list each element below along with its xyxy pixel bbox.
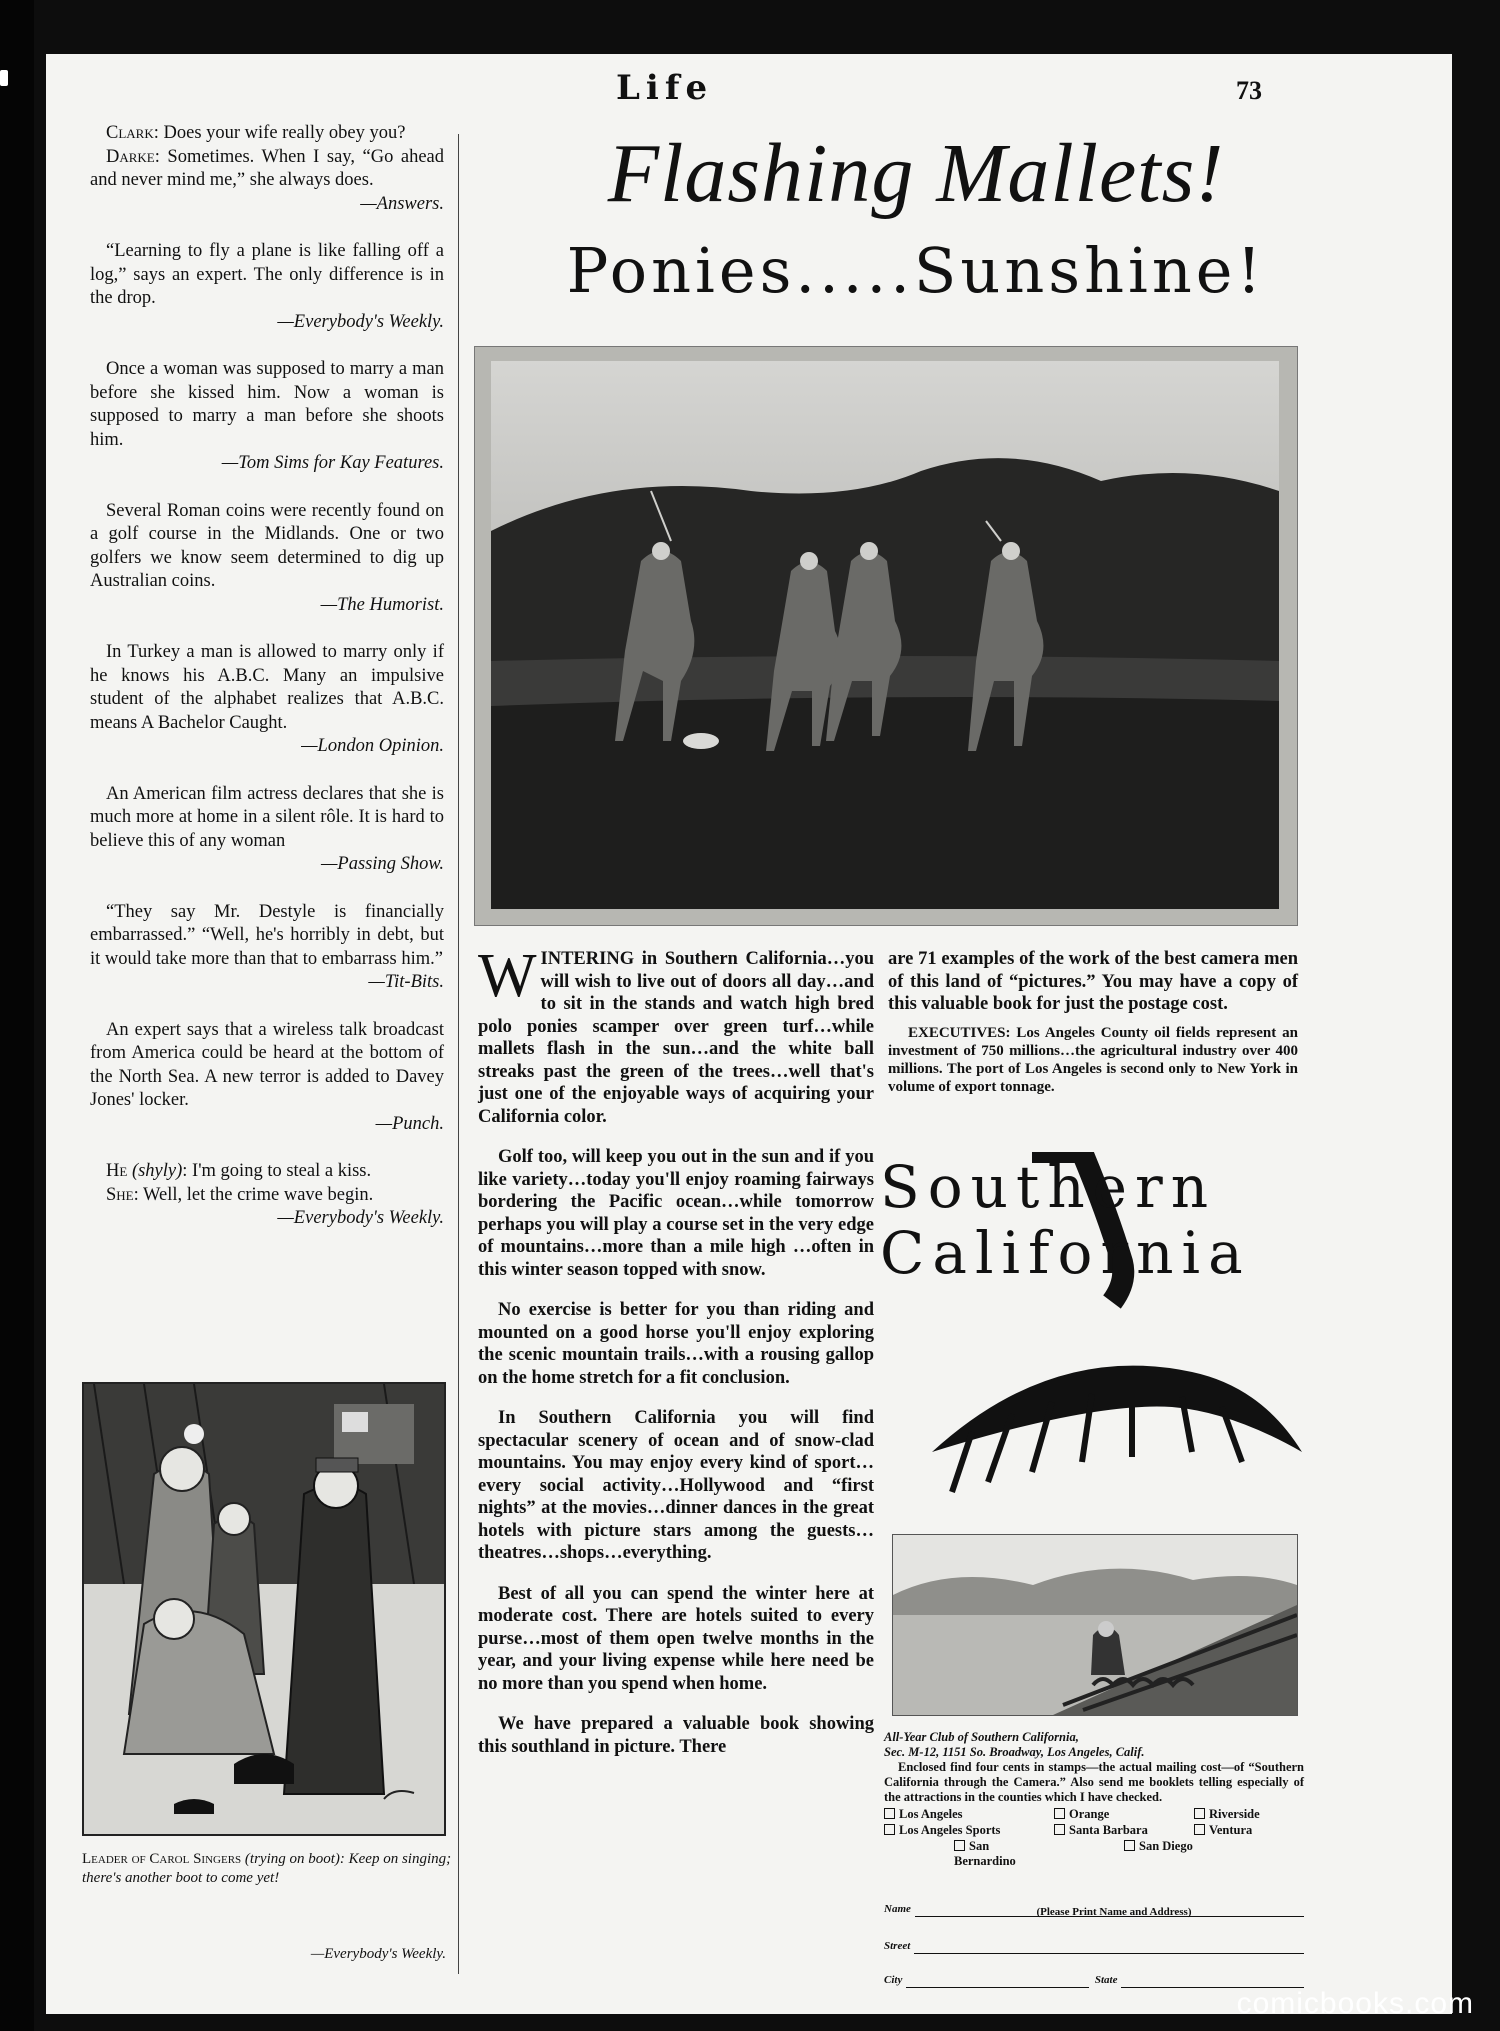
checkbox-icon[interactable]	[1194, 1808, 1205, 1819]
ad-paragraph: In Southern California you will find spectacular scenery of ocean and of snow-clad mountains. You may enjoy every kind of sport…every social activity…Hollywood and “first nights” at the movies…dinner dances in the great hotels with picture stars among the guests…theatres…shops…everything.	[478, 1408, 874, 1563]
dialogue-line	[90, 1184, 444, 1208]
scan-edge	[0, 0, 34, 2031]
checkbox-icon[interactable]	[1194, 1824, 1205, 1835]
joke-item	[90, 240, 444, 334]
stage-direction: (shyly)	[131, 1161, 183, 1181]
joke-item	[90, 1160, 444, 1231]
cartoon-caption	[82, 1850, 452, 1888]
checkbox-option[interactable]	[884, 1839, 1054, 1869]
street-line[interactable]	[914, 1941, 1304, 1954]
joke-source: —Everybody's Weekly.	[277, 1208, 444, 1228]
checkbox-option[interactable]	[1194, 1807, 1304, 1822]
checkbox-label: San Bernardino	[954, 1839, 1016, 1868]
dialogue-line	[90, 1160, 444, 1184]
name-label: Name	[884, 1903, 911, 1915]
dialogue-text: : Sometimes. When I say, “Go ahead and never mind me,” she always does.	[90, 146, 444, 190]
drop-cap: W	[478, 942, 537, 1010]
joke-item	[90, 122, 444, 216]
ad-paragraph: No exercise is better for you than riding and mounted on a good horse you'll enjoy exploring the scenic mountain trails…with a rousing gallop on the home stretch for a fit conclusion.	[478, 1300, 874, 1388]
checkbox-icon[interactable]	[954, 1840, 965, 1851]
mail-in-coupon	[884, 1730, 1304, 1988]
checkbox-label: San Diego	[1139, 1839, 1193, 1853]
ad-paragraph	[478, 942, 874, 1128]
print-hint: (Please Print Name and Address)	[1036, 1906, 1192, 1918]
joke-source: —Passing Show.	[320, 854, 444, 874]
ad-paragraph-text: INTERING in Southern California…you will wish to live out of doors all day…and to sit in the stands and watch high bred polo ponies scamper over green turf…while mallets flash in the sun…and the white ball streaks past the green of the trees…well that's just one of the enjoyable ways of acquiring your California color.	[478, 949, 874, 1127]
checkbox-icon[interactable]	[1054, 1808, 1065, 1819]
caption-lead: Leader of Carol Singers	[82, 1851, 242, 1867]
jokes-column	[90, 122, 444, 1255]
joke-text: “They say Mr. Destyle is financially embarrassed.” “Well, he's horribly in debt, but it would take more than that to embarrass him.”	[90, 901, 444, 969]
checkbox-icon[interactable]	[1054, 1824, 1065, 1835]
city-label: City	[884, 1974, 903, 1986]
joke-text: “Learning to fly a plane is like falling off a log,” says an expert. The only difference is in the drop.	[90, 241, 444, 308]
joke-source: —The Humorist.	[320, 594, 444, 615]
carol-singers-cartoon	[82, 1382, 446, 1836]
southern-california-logo	[880, 1154, 1330, 1286]
cartoon-source: —Everybody's Weekly.	[310, 1946, 446, 1962]
joke-text: In Turkey a man is allowed to marry only if he knows his A.B.C. Many an impulsive student of the alphabet realizes that A.B.C. means A Bachelor Caught.	[90, 642, 444, 733]
coupon-body: Enclosed find four cents in stamps—the actual mailing cost—of “Southern California through the Camera.” Also send me booklets telling especially of the attractions in the counties which I have checked.	[884, 1760, 1304, 1804]
executives-note: EXECUTIVES: Los Angeles County oil fields represent an investment of 750 millions…the agricultural industry over 400 millions. The port of Los Angeles is second only to New York in volume of export tonnage.	[888, 1024, 1298, 1095]
caption-text: (trying on boot): Keep on singing; there's another boot to come yet!	[82, 1851, 452, 1886]
magazine-title: Life	[616, 68, 714, 108]
ad-paragraph: We have prepared a valuable book showing this southland in picture. There	[478, 1714, 874, 1757]
street-label: Street	[884, 1940, 911, 1952]
checkbox-label: Ventura	[1209, 1823, 1253, 1837]
checkbox-option[interactable]	[1054, 1839, 1194, 1869]
checkbox-icon[interactable]	[884, 1824, 895, 1835]
checkbox-option[interactable]	[884, 1807, 1054, 1822]
city-state-field[interactable]	[884, 1954, 1304, 1988]
joke-text: Several Roman coins were recently found on a golf course in the Midlands. One or two golfers we know seem determined to dig up Australian coins.	[90, 500, 444, 591]
speaker-name: Clark	[106, 123, 154, 143]
binding-mark	[0, 70, 8, 86]
magazine-page	[46, 54, 1452, 2014]
joke-item	[90, 1019, 444, 1137]
speaker-name: She	[106, 1184, 134, 1205]
logo-line-1: Southern	[880, 1153, 1217, 1221]
joke-source: —Everybody's Weekly.	[277, 311, 444, 332]
county-checklist	[884, 1807, 1304, 1869]
speaker-name: He	[106, 1161, 128, 1181]
coupon-address: Sec. M-12, 1151 So. Broadway, Los Angeles, Calif.	[884, 1745, 1145, 1759]
ad-paragraph: Best of all you can spend the winter here at moderate cost. There are hotels suited to every purse…most of them open twelve months in the year, and your living expense while here need be no more than you spend when home.	[478, 1583, 874, 1694]
address-fields	[884, 1883, 1304, 1988]
joke-text: Once a woman was supposed to marry a man before she kissed him. Now a woman is supposed to marry a man before she shoots him.	[90, 359, 444, 450]
city-line[interactable]	[906, 1975, 1089, 1988]
state-label: State	[1094, 1974, 1118, 1986]
ad-headline: Flashing Mallets!	[607, 127, 1225, 220]
joke-text: An American film actress declares that she is much more at home in a silent rôle. It is hard to believe this of any woman	[90, 783, 444, 851]
checkbox-label: Los Angeles	[899, 1807, 963, 1821]
checkbox-label: Orange	[1069, 1807, 1110, 1821]
dialogue-text: : Does your wife really obey you?	[153, 123, 406, 143]
joke-item	[90, 783, 444, 877]
column-rule	[458, 134, 459, 1974]
checkbox-option[interactable]	[1194, 1823, 1304, 1838]
joke-item	[90, 358, 444, 476]
ad-paragraph: Golf too, will keep you out in the sun and if you like variety…today you'll enjoy roaming fairways bordering the Pacific ocean…while tomorrow perhaps you will play a course set in the very edge of mountains…more than a mile high …often in this winter season topped with snow.	[478, 1147, 874, 1280]
joke-item	[90, 901, 444, 995]
checkbox-label: Riverside	[1209, 1807, 1260, 1821]
site-watermark: comicbooks.com	[1236, 1987, 1474, 2020]
coastal-scene-illustration	[892, 1534, 1298, 1716]
coupon-heading: All-Year Club of Southern California,	[884, 1730, 1079, 1744]
dialogue-text: : I'm going to steal a kiss.	[182, 1161, 372, 1181]
checkbox-option[interactable]	[1054, 1807, 1194, 1822]
polo-photo	[491, 361, 1279, 909]
dialogue-line	[90, 122, 444, 146]
checkbox-label: Los Angeles Sports	[899, 1823, 1001, 1837]
ad-paragraph: are 71 examples of the work of the best camera men of this land of “pictures.” You may have a copy of this valuable book for just the postage cost.	[888, 949, 1298, 1014]
joke-item	[90, 641, 444, 759]
joke-source: —Answers.	[360, 193, 444, 214]
joke-source: —Tom Sims for Kay Features.	[221, 453, 444, 473]
joke-source: —London Opinion.	[301, 736, 444, 756]
masthead	[46, 62, 1452, 122]
checkbox-icon[interactable]	[884, 1808, 895, 1819]
joke-source: —Tit-Bits.	[368, 972, 444, 992]
joke-item	[90, 500, 444, 618]
logo-line-2: California	[880, 1219, 1251, 1287]
joke-source: —Punch.	[375, 1113, 444, 1134]
ad-subhead: Ponies.....Sunshine!	[566, 234, 1266, 307]
polo-photo-frame	[474, 346, 1298, 926]
speaker-name: Darke	[106, 146, 155, 167]
checkbox-option[interactable]	[884, 1823, 1054, 1838]
street-field[interactable]	[884, 1920, 1304, 1954]
dialogue-line	[90, 146, 444, 193]
joke-text: An expert says that a wireless talk broadcast from America could be heard at the bottom of the North Sea. A new terror is added to Davey Jones' locker.	[90, 1019, 444, 1110]
checkbox-label: Santa Barbara	[1069, 1823, 1148, 1837]
ad-copy-column-2	[888, 948, 1298, 1114]
dialogue-text: : Well, let the crime wave begin.	[133, 1184, 374, 1205]
ad-copy-column-1	[478, 942, 874, 1776]
checkbox-icon[interactable]	[1124, 1840, 1135, 1851]
checkbox-option[interactable]	[1054, 1823, 1194, 1838]
page-number: 73	[1236, 76, 1262, 105]
